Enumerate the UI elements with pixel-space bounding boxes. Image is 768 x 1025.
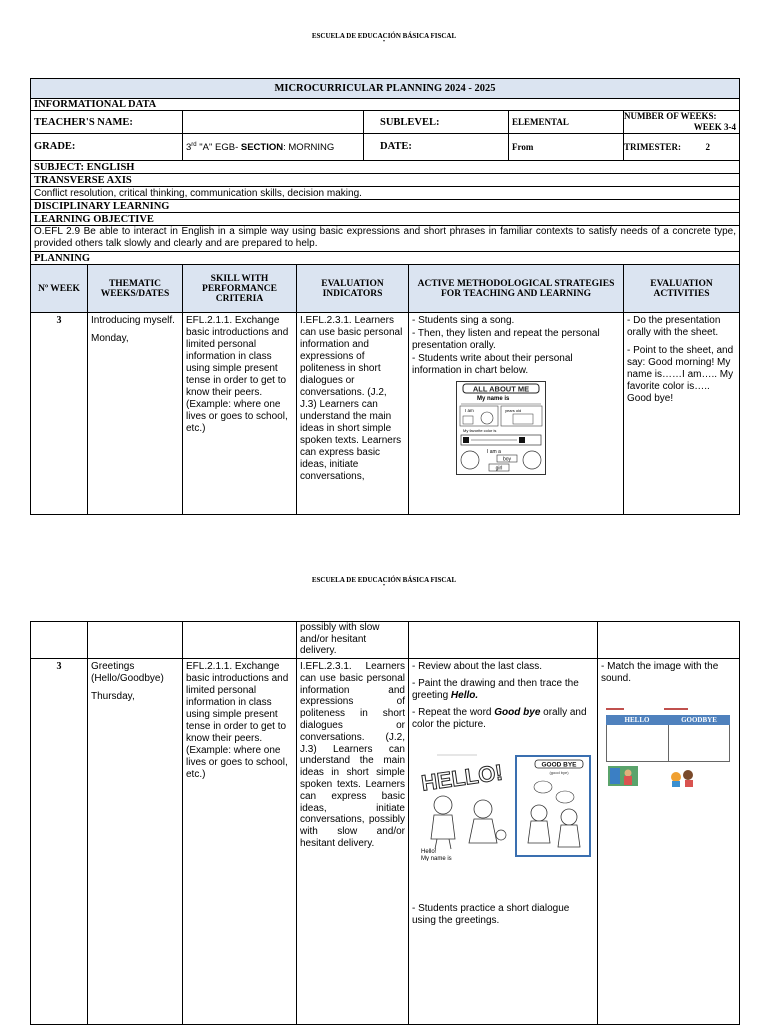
disciplinary-label: DISCIPLINARY LEARNING xyxy=(31,200,740,213)
transverse-axis-label: TRANSVERSE AXIS xyxy=(31,174,740,187)
grade-label: GRADE: xyxy=(31,134,183,161)
strategy-item: - Repeat the word Good bye orally and color the picture. xyxy=(412,707,587,730)
activity-item: - Point to the sheet, and say: Good morning! My name is……I am….. My favorite color is….. Good bye! xyxy=(627,345,734,404)
col-activities-header: EVALUATION ACTIVITIES xyxy=(624,265,740,313)
hello-caption-1: Hello! xyxy=(421,849,437,855)
theme-cell xyxy=(88,313,183,515)
activities-cell xyxy=(624,313,740,515)
activity-item: - Do the presentation orally with the sheet. xyxy=(627,315,721,338)
strategy-item: - Students sing a song. xyxy=(412,315,515,326)
trimester-label: TRIMESTER: xyxy=(624,142,682,152)
objective-label: LEARNING OBJECTIVE xyxy=(31,213,740,226)
informational-data-label: INFORMATIONAL DATA xyxy=(31,99,740,111)
table-row xyxy=(31,659,740,1025)
worksheet-banner: ALL ABOUT ME xyxy=(472,384,530,394)
school-mark: " xyxy=(382,40,386,46)
col-strategies-header: ACTIVE METHODOLOGICAL STRATEGIES FOR TEACHING AND LEARNING xyxy=(409,265,624,313)
table-row xyxy=(31,313,740,515)
strategy-item: - Students write about their personal information in chart below. xyxy=(412,353,573,376)
match-header xyxy=(606,715,730,725)
trimester-value: 2 xyxy=(705,142,710,152)
goodbye-sub: (good bye) xyxy=(549,770,569,775)
col-indicators-header: EVALUATION INDICATORS xyxy=(297,265,409,313)
page-header xyxy=(0,32,768,46)
theme-cell xyxy=(88,659,183,1025)
teacher-label: TEACHER'S NAME: xyxy=(31,111,183,134)
activities-cell xyxy=(598,659,740,1025)
match-topline xyxy=(606,705,730,713)
hello-art-text: HELLO! xyxy=(419,759,505,796)
school-name: ESCUELA DE EDUCACIÓN BÁSICA FISCAL xyxy=(311,32,457,40)
col-week-header: Nº WEEK xyxy=(31,265,88,313)
indicators-cell: I.EFL.2.3.1. Learners can use basic personal information and expressions of politeness in short dialogues or conversations. (J.2, J.3) Learners can understand the main ideas in short simple spoken texts. Learners can express basic ideas, initiate conversations, possibly with slow and/or hesitant delivery. xyxy=(297,659,409,1025)
weeks-cell xyxy=(624,111,740,134)
theme-text: Introducing myself. xyxy=(91,315,175,326)
weeks-value: WEEK 3-4 xyxy=(693,122,736,132)
date-label: DATE: xyxy=(364,134,509,161)
match-body xyxy=(606,725,730,762)
worksheet-color: My favorite color is xyxy=(463,428,497,433)
planning-table-continued xyxy=(30,621,740,1025)
skill-cell: EFL.2.1.1. Exchange basic introductions and limited personal information in class using simple present tense in order to get to know their peers. (Example: where one lives or goes to school, etc.) xyxy=(183,659,297,1025)
table-row xyxy=(31,622,740,659)
goodbye-illustration xyxy=(517,757,589,855)
theme-day: Thursday, xyxy=(91,691,135,702)
indicators-continued: possibly with slow and/or hesitant delivery. xyxy=(297,622,409,659)
strategy-item: - Paint the drawing and then trace the greeting Hello. xyxy=(412,678,579,701)
worksheet-i-am: I am xyxy=(465,408,474,413)
subject: SUBJECT: ENGLISH xyxy=(31,161,740,174)
sublevel-value: ELEMENTAL xyxy=(509,111,624,134)
strategies-cell xyxy=(409,313,624,515)
trimester-cell xyxy=(624,134,740,161)
indicators-cell: I.EFL.2.3.1. Learners can use basic personal information and expressions of politeness in short dialogues or conversations. (J.2, J.3) Learners can understand the main ideas in short simple spoken texts. Learners can express basic ideas, initiate conversations, xyxy=(297,313,409,515)
grade-value: 3rd "A" EGB- SECTION: MORNING xyxy=(183,134,364,161)
match-worksheet xyxy=(606,705,730,791)
teacher-value[interactable] xyxy=(183,111,364,134)
strategy-item: - Then, they listen and repeat the personal presentation orally. xyxy=(412,328,600,351)
planning-table xyxy=(30,78,740,515)
objective-text: O.EFL 2.9 Be able to interact in English in a simple way using basic expressions and short phrases in familiar contexts to satisfy needs of a concrete type, provided others talk slowly and clearly and are prepared to help. xyxy=(31,226,740,252)
match-col-goodbye: GOODBYE xyxy=(681,716,717,724)
theme-day: Monday, xyxy=(91,333,129,344)
planning-label: PLANNING xyxy=(31,252,740,265)
all-about-me-worksheet xyxy=(456,381,546,475)
match-pictures xyxy=(606,762,730,792)
school-mark: " xyxy=(382,584,386,590)
worksheet-name-line: My name is xyxy=(477,396,510,402)
col-thematic-header: THEMATIC WEEKS/DATES xyxy=(88,265,183,313)
worksheet-years: years old xyxy=(505,408,522,413)
goodbye-coloring-sheet xyxy=(515,755,591,857)
match-col-hello: HELLO xyxy=(624,716,650,724)
week-number: 3 xyxy=(31,313,88,515)
worksheet-boy: boy xyxy=(502,456,512,463)
worksheet-illustration xyxy=(457,382,545,474)
goodbye-art-text: GOOD BYE xyxy=(541,761,577,769)
worksheet-i-am-a: I am a xyxy=(487,449,501,455)
strategy-item: - Students practice a short dialogue using the greetings. xyxy=(412,903,570,926)
week-number: 3 xyxy=(31,659,88,1025)
school-name: ESCUELA DE EDUCACIÓN BÁSICA FISCAL xyxy=(311,576,457,584)
weeks-label: NUMBER OF WEEKS: xyxy=(624,111,717,121)
date-value[interactable]: From xyxy=(509,134,624,161)
plan-title: MICROCURRICULAR PLANNING 2024 - 2025 xyxy=(31,79,740,99)
hello-coloring-sheet xyxy=(417,753,513,861)
hello-caption-2: My name is xyxy=(421,856,452,861)
hello-illustration xyxy=(417,753,513,861)
col-skill-header: SKILL WITH PERFORMANCE CRITERIA xyxy=(183,265,297,313)
worksheet-girl: girl xyxy=(495,465,503,472)
sublevel-label: SUBLEVEL: xyxy=(364,111,509,134)
strategy-item: - Review about the last class. xyxy=(412,661,543,672)
transverse-text: Conflict resolution, critical thinking, communication skills, decision making. xyxy=(31,187,740,200)
skill-cell: EFL.2.1.1. Exchange basic introductions and limited personal information in class using simple present tense in order to get to know their peers. (Example: where one lives or goes to school, etc.) xyxy=(183,313,297,515)
page-header-2 xyxy=(0,576,768,590)
activity-item: - Match the image with the sound. xyxy=(601,661,719,684)
strategies-cell xyxy=(409,659,598,1025)
theme-text: Greetings (Hello/Goodbye) xyxy=(91,661,164,684)
